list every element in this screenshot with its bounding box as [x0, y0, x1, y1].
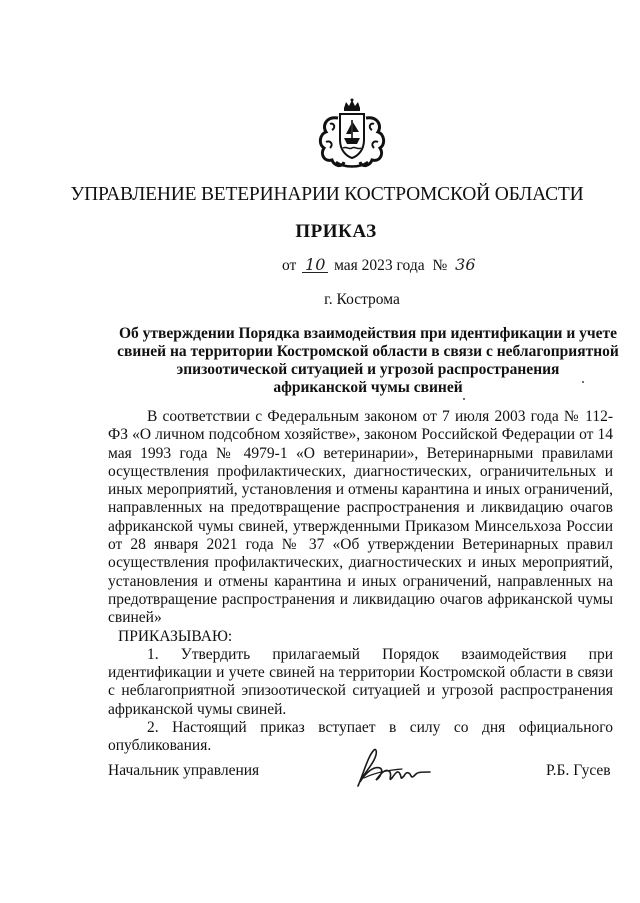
handwritten-day: 10	[302, 258, 328, 273]
number-sign: №	[432, 257, 448, 274]
order-body	[108, 408, 613, 756]
signer-name: Р.Б. Гусев	[546, 762, 611, 779]
title-line: африканской чумы свиней	[273, 379, 463, 396]
signer-position: Начальник управления	[108, 762, 260, 779]
title-line: Об утверждении Порядка взаимодействия при идентификации и учете	[118, 325, 618, 342]
city-name: г. Кострома	[324, 291, 400, 308]
document-type-heading: ПРИКАЗ	[295, 221, 377, 242]
handwritten-order-number: 36	[455, 255, 476, 274]
handwritten-signature-icon	[350, 742, 432, 794]
date-prefix: от	[282, 257, 297, 274]
order-title	[108, 325, 628, 397]
order-date-number	[282, 257, 475, 275]
order-item-1: 1. Утвердить прилагаемый Порядок взаимодействия при идентификации и учете свиней на территории Костромской области в связи с неблагоприятной эпизоотической ситуацией и угрозой распространения африканской чумы свиней.	[108, 645, 613, 718]
preamble-paragraph: В соответствии с Федеральным законом от 7 июля 2003 года № 112-ФЗ «О личном подсобном хозяйстве», законом Российской Федерации от 14 мая 1993 года № 4979-1 «О ветеринарии», Ветеринарными правилами осуществления профилактических, диагностических, ограничительных и иных мероприятий, установления и отмены карантина и иных ограничений, направленных на предотвращение распространения и ликвидацию очагов африканской чумы свиней, утвержденными Приказом Минсельхоза России от 28 января 2021 года № 37 «Об утверждении Ветеринарных правил осуществления профилактических, диагностических и иных мероприятий, установления и отмены карантина и иных ограничений, направленных на предотвращение распространения и ликвидацию очагов африканской чумы свиней»	[108, 408, 613, 627]
date-month-year: мая 2023 года	[334, 257, 425, 274]
title-line: эпизоотической ситуацией и угрозой распространения	[176, 361, 560, 378]
organization-name: УПРАВЛЕНИЕ ВЕТЕРИНАРИИ КОСТРОМСКОЙ ОБЛАСТИ	[70, 184, 584, 205]
order-item-2: 2. Настоящий приказ вступает в силу со дня официального опубликования.	[108, 719, 613, 755]
command-word: ПРИКАЗЫВАЮ:	[118, 627, 233, 645]
kostroma-coat-of-arms-icon	[316, 98, 388, 172]
scan-speck	[463, 398, 465, 400]
title-line: свиней на территории Костромской области в связи с неблагоприятной	[117, 343, 619, 360]
scan-speck	[582, 381, 584, 383]
